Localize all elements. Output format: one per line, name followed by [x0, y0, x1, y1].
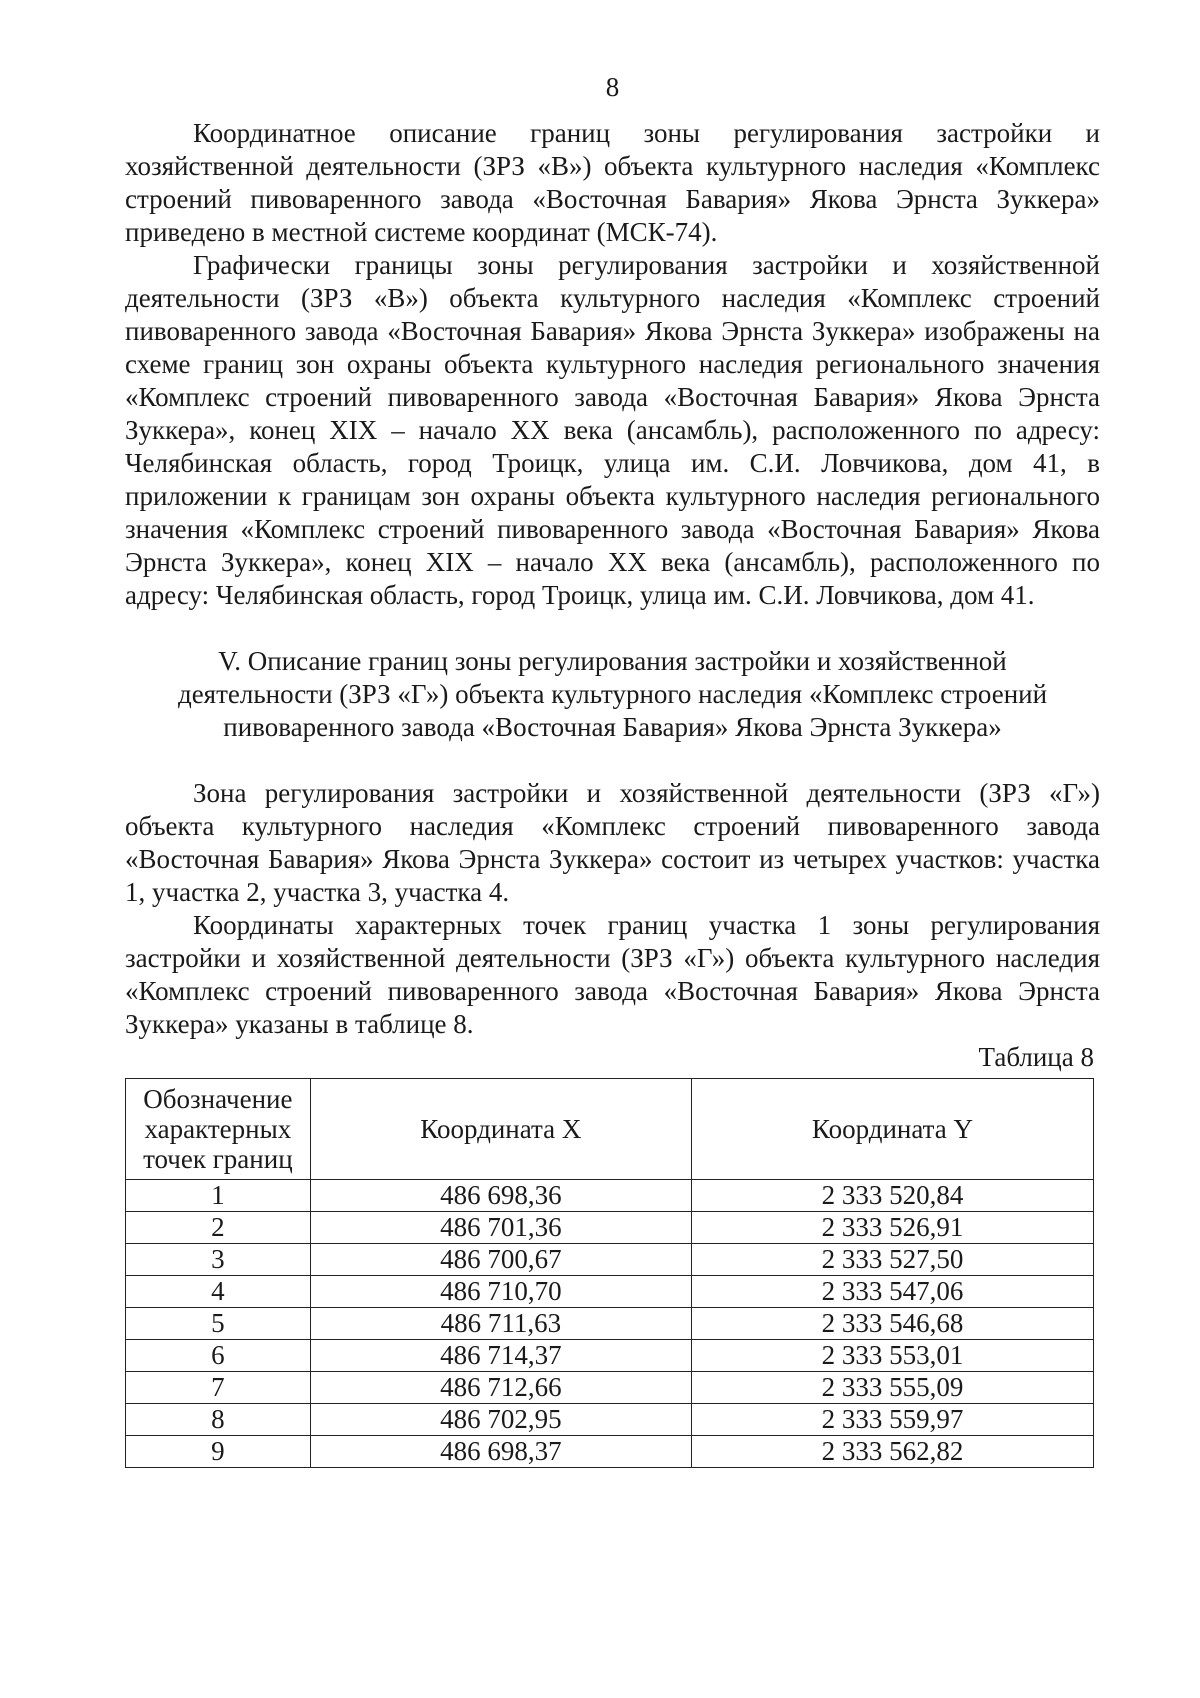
table-row — [126, 1372, 1094, 1404]
coordinates-table — [125, 1078, 1094, 1468]
cell-x: 486 711,63 — [310, 1308, 691, 1340]
cell-y: 2 333 547,06 — [691, 1276, 1093, 1308]
cell-x: 486 700,67 — [310, 1244, 691, 1276]
cell-x: 486 701,36 — [310, 1212, 691, 1244]
header-coordinate-x: Координата X — [310, 1079, 691, 1180]
cell-x: 486 712,66 — [310, 1372, 691, 1404]
section-heading — [125, 645, 1100, 744]
table-caption: Таблица 8 — [978, 1042, 1094, 1072]
header-point-label — [126, 1079, 311, 1180]
cell-point: 9 — [126, 1436, 311, 1468]
cell-point: 2 — [126, 1212, 311, 1244]
table-row — [126, 1308, 1094, 1340]
cell-y: 2 333 520,84 — [691, 1180, 1093, 1212]
section-heading-line: V. Описание границ зоны регулирования застройки и хозяйственной — [218, 646, 1007, 676]
cell-y: 2 333 546,68 — [691, 1308, 1093, 1340]
table-row — [126, 1340, 1094, 1372]
paragraph-coordinate-description: Координатное описание границ зоны регулирования застройки и хозяйственной деятельности (ЗРЗ «В») объекта культурного наследия «Комплекс строений пивоваренного завода «Восточная Бавария» Якова Эрнста Зуккера» приведено в местной системе координат (МСК-74). — [125, 118, 1100, 247]
paragraph-zone-composition: Зона регулирования застройки и хозяйственной деятельности (ЗРЗ «Г») объекта культурного наследия «Комплекс строений пивоваренного завода «Восточная Бавария» Якова Эрнста Зуккера» состоит из четырех участков: участка 1, участка 2, участка 3, участка 4. — [125, 778, 1100, 907]
cell-point: 1 — [126, 1180, 311, 1212]
page-number: 8 — [605, 72, 620, 102]
cell-y: 2 333 559,97 — [691, 1404, 1093, 1436]
cell-y: 2 333 527,50 — [691, 1244, 1093, 1276]
cell-y: 2 333 526,91 — [691, 1212, 1093, 1244]
document-body — [125, 117, 1100, 1468]
cell-point: 6 — [126, 1340, 311, 1372]
cell-point: 5 — [126, 1308, 311, 1340]
table-row — [126, 1244, 1094, 1276]
cell-x: 486 698,37 — [310, 1436, 691, 1468]
cell-point: 7 — [126, 1372, 311, 1404]
cell-x: 486 710,70 — [310, 1276, 691, 1308]
cell-y: 2 333 555,09 — [691, 1372, 1093, 1404]
section-heading-line: пивоваренного завода «Восточная Бавария» Якова Эрнста Зуккера» — [223, 712, 1002, 742]
table-row — [126, 1276, 1094, 1308]
cell-point: 4 — [126, 1276, 311, 1308]
paragraph-graphic-boundaries: Графически границы зоны регулирования застройки и хозяйственной деятельности (ЗРЗ «В») объекта культурного наследия «Комплекс строений пивоваренного завода «Восточная Бавария» Якова Эрнста Зуккера» изображены на схеме границ зон охраны объекта культурного наследия регионального значения «Комплекс строений пивоваренного завода «Восточная Бавария» Якова Эрнста Зуккера», конец XIX – начало XX века (ансамбль), расположенного по адресу: Челябинская область, город Троицк, улица им. С.И. Ловчикова, дом 41, в приложении к границам зон охраны объекта культурного наследия регионального значения «Комплекс строений пивоваренного завода «Восточная Бавария» Якова Эрнста Зуккера», конец XIX – начало XX века (ансамбль), расположенного по адресу: Челябинская область, город Троицк, улица им. С.И. Ловчикова, дом 41. — [125, 250, 1100, 610]
table-row — [126, 1436, 1094, 1468]
header-point-label-line: Обозначение — [143, 1084, 293, 1114]
cell-x: 486 702,95 — [310, 1404, 691, 1436]
header-point-label-line: точек границ — [143, 1144, 293, 1174]
cell-y: 2 333 553,01 — [691, 1340, 1093, 1372]
cell-point: 3 — [126, 1244, 311, 1276]
cell-x: 486 698,36 — [310, 1180, 691, 1212]
paragraph-table-reference: Координаты характерных точек границ участка 1 зоны регулирования застройки и хозяйственной деятельности (ЗРЗ «Г») объекта культурного наследия «Комплекс строений пивоваренного завода «Восточная Бавария» Якова Эрнста Зуккера» указаны в таблице 8. — [125, 910, 1100, 1039]
table-row — [126, 1212, 1094, 1244]
table-header-row — [126, 1079, 1094, 1180]
cell-y: 2 333 562,82 — [691, 1436, 1093, 1468]
cell-point: 8 — [126, 1404, 311, 1436]
table-row — [126, 1404, 1094, 1436]
header-coordinate-y: Координата Y — [691, 1079, 1093, 1180]
cell-x: 486 714,37 — [310, 1340, 691, 1372]
header-point-label-line: характерных — [144, 1114, 292, 1144]
table-row — [126, 1180, 1094, 1212]
section-heading-line: деятельности (ЗРЗ «Г») объекта культурного наследия «Комплекс строений — [177, 679, 1048, 709]
